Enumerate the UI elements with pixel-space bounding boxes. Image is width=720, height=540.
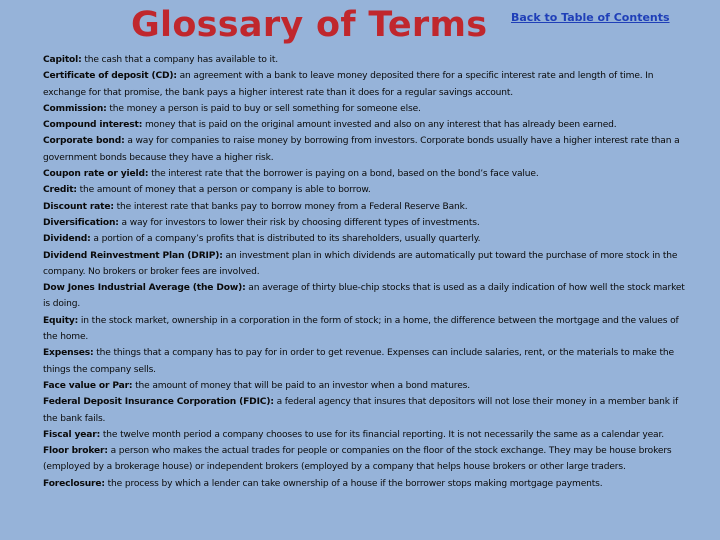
glossary-definition: a federal agency that insures that depositors will not lose their money in a member bank if the bank fails.	[43, 397, 679, 424]
glossary-definition: the money a person is paid to buy or sell something for someone else.	[106, 103, 421, 114]
glossary-definition: the twelve month period a company chooses to use for its financial reporting. It is not necessarily the same as a calendar year.	[100, 429, 664, 440]
glossary-entry	[43, 378, 688, 394]
glossary-entry	[43, 182, 688, 198]
glossary-term: Expenses:	[43, 348, 94, 359]
glossary-term: Capitol:	[43, 55, 82, 65]
glossary-entry	[43, 443, 688, 476]
glossary-term: Credit:	[43, 185, 77, 196]
glossary-term: Corporate bond:	[43, 136, 125, 147]
glossary-definition: the amount of money that a person or company is able to borrow.	[76, 185, 371, 196]
glossary-term: Foreclosure:	[43, 478, 105, 489]
glossary-entry	[43, 101, 688, 117]
glossary-definition: an agreement with a bank to leave money deposited there for a specific interest rate and length of time. In exchange for that promise, the bank pays a higher interest rate than it does for a regular savings account.	[43, 71, 654, 98]
glossary-entry	[43, 394, 688, 427]
glossary-entry	[43, 166, 688, 182]
glossary-entry	[43, 199, 688, 215]
glossary-definition: in the stock market, ownership in a corporation in the form of stock; in a home, the difference between the mortgage and the values of the home.	[43, 315, 679, 343]
glossary-list	[43, 52, 688, 492]
glossary-term: Coupon rate or yield:	[43, 169, 149, 180]
glossary-definition: an investment plan in which dividends are automatically put toward the purchase of more stock in the company. No brokers or broker fees are involved.	[43, 250, 678, 277]
glossary-entry	[43, 215, 688, 231]
glossary-term: Diversification:	[43, 217, 119, 228]
glossary-definition: the process by which a lender can take ownership of a house if the borrower stops making mortgage payments.	[104, 478, 603, 489]
glossary-definition: the interest rate that banks pay to borrow money from a Federal Reserve Bank.	[113, 201, 468, 212]
glossary-term: Federal Deposit Insurance Corporation (FDIC):	[43, 397, 274, 408]
slide-title: Glossary of Terms	[131, 5, 488, 45]
glossary-definition: a way for companies to raise money by borrowing from investors. Corporate bonds usually have a higher interest rate than a government bonds because they have a higher risk.	[43, 136, 680, 163]
glossary-term: Dow Jones Industrial Average (the Dow):	[43, 283, 246, 294]
glossary-definition: a person who makes the actual trades for people or companies on the floor of the stock exchange. They may be house brokers (employed by a brokerage house) or independent brokers (employed by a company that helps house brokers or other large traders.	[43, 446, 672, 473]
glossary-definition: the things that a company has to pay for in order to get revenue. Expenses can include salaries, rent, or the materials to make the things the company sells.	[43, 348, 674, 375]
glossary-term: Floor broker:	[43, 446, 108, 457]
glossary-entry	[43, 231, 688, 247]
glossary-entry	[43, 68, 688, 101]
glossary-term: Face value or Par:	[43, 380, 133, 391]
glossary-entry	[43, 117, 688, 133]
glossary-definition: money that is paid on the original amount invested and also on any interest that has already been earned.	[142, 120, 617, 131]
glossary-term: Dividend Reinvestment Plan (DRIP):	[43, 250, 223, 261]
glossary-definition: an average of thirty blue-chip stocks that is used as a daily indication of how well the stock market is doing.	[43, 283, 685, 310]
glossary-definition: a way for investors to lower their risk by choosing different types of investments.	[118, 217, 480, 228]
glossary-entry	[43, 248, 688, 281]
glossary-entry	[43, 133, 688, 166]
glossary-term: Equity:	[43, 315, 79, 326]
glossary-entry	[43, 476, 688, 492]
glossary-entry	[43, 313, 688, 346]
glossary-definition: the interest rate that the borrower is paying on a bond, based on the bond’s face value.	[148, 169, 539, 180]
glossary-definition: the amount of money that will be paid to an investor when a bond matures.	[132, 380, 470, 391]
glossary-term: Commission:	[43, 103, 107, 114]
glossary-entry	[43, 280, 688, 313]
glossary-term: Fiscal year:	[43, 429, 101, 440]
glossary-entry	[43, 427, 688, 443]
glossary-term: Discount rate:	[43, 201, 114, 212]
glossary-term: Compound interest:	[43, 120, 143, 131]
glossary-entry	[43, 52, 688, 68]
glossary-definition: the cash that a company has available to it.	[81, 55, 279, 65]
glossary-term: Certificate of deposit (CD):	[43, 71, 177, 82]
glossary-term: Dividend:	[43, 234, 91, 245]
glossary-entry	[43, 345, 688, 378]
glossary-definition: a portion of a company’s profits that is distributed to its shareholders, usually quarterly.	[90, 234, 481, 245]
back-to-toc-link[interactable]: Back to Table of Contents	[511, 11, 670, 24]
